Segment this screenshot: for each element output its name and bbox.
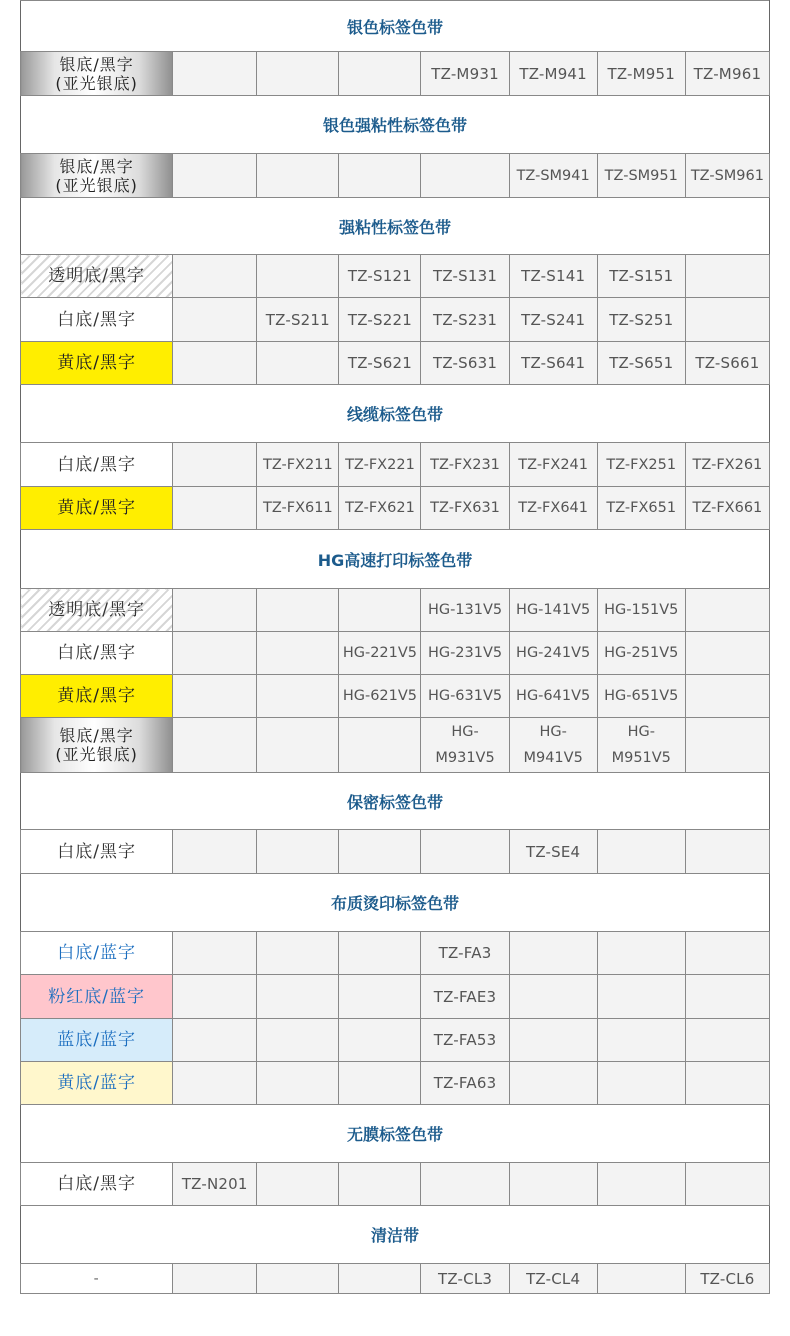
model-code-cell: TZ-N201 xyxy=(173,1163,257,1206)
model-code-cell: HG-651V5 xyxy=(597,675,685,718)
tape-type-label: 白底/黑字 xyxy=(21,298,173,342)
empty-cell xyxy=(173,1264,257,1294)
model-code-cell: TZ-M951 xyxy=(597,52,685,96)
model-code-cell: TZ-CL4 xyxy=(509,1264,597,1294)
tape-type-label: 白底/蓝字 xyxy=(21,932,173,975)
empty-cell xyxy=(339,154,421,198)
model-code-cell: TZ-FX621 xyxy=(339,487,421,530)
model-code-cell: TZ-FX261 xyxy=(685,443,769,487)
section-title: 清洁带 xyxy=(21,1206,770,1264)
empty-cell xyxy=(685,718,769,773)
tape-type-label: 白底/黑字 xyxy=(21,443,173,487)
empty-cell xyxy=(173,589,257,632)
empty-cell xyxy=(257,975,339,1019)
section-header xyxy=(21,96,770,154)
empty-cell xyxy=(597,932,685,975)
section-header xyxy=(21,1,770,52)
section-header xyxy=(21,874,770,932)
empty-cell xyxy=(173,342,257,385)
table-row xyxy=(21,154,770,198)
model-code-cell: TZ-FX211 xyxy=(257,443,339,487)
empty-cell xyxy=(257,718,339,773)
empty-cell xyxy=(173,975,257,1019)
section-title: 布质烫印标签色带 xyxy=(21,874,770,932)
model-code-cell: TZ-S221 xyxy=(339,298,421,342)
empty-cell xyxy=(173,52,257,96)
tape-type-label: 蓝底/蓝字 xyxy=(21,1019,173,1062)
model-code-cell: HG-151V5 xyxy=(597,589,685,632)
empty-cell xyxy=(257,1062,339,1105)
empty-cell xyxy=(173,718,257,773)
empty-cell xyxy=(339,718,421,773)
empty-cell xyxy=(339,52,421,96)
empty-cell xyxy=(685,1062,769,1105)
empty-cell xyxy=(173,154,257,198)
tape-type-label: 黄底/黑字 xyxy=(21,487,173,530)
empty-cell xyxy=(597,1163,685,1206)
empty-cell xyxy=(685,830,769,874)
model-code-cell: TZ-S121 xyxy=(339,255,421,298)
model-code-cell: HG-231V5 xyxy=(421,632,509,675)
empty-cell xyxy=(339,1264,421,1294)
empty-cell xyxy=(339,1062,421,1105)
tape-type-label: 银底/黑字 (亚光银底) xyxy=(21,52,173,96)
model-code-cell: TZ-FX231 xyxy=(421,443,509,487)
model-code-cell: TZ-FX251 xyxy=(597,443,685,487)
table-body xyxy=(21,1,770,1294)
empty-cell xyxy=(421,830,509,874)
empty-cell xyxy=(339,1019,421,1062)
table-row xyxy=(21,1264,770,1294)
model-code-cell: TZ-S651 xyxy=(597,342,685,385)
empty-cell xyxy=(509,1019,597,1062)
empty-cell xyxy=(685,589,769,632)
model-code-cell: HG-141V5 xyxy=(509,589,597,632)
model-code-cell: TZ-S151 xyxy=(597,255,685,298)
tape-type-label: 白底/黑字 xyxy=(21,632,173,675)
model-code-cell: TZ-S661 xyxy=(685,342,769,385)
tape-type-label: - xyxy=(21,1264,173,1294)
table-row xyxy=(21,975,770,1019)
empty-cell xyxy=(421,1163,509,1206)
empty-cell xyxy=(685,675,769,718)
empty-cell xyxy=(257,675,339,718)
table-row xyxy=(21,589,770,632)
section-title: 无膜标签色带 xyxy=(21,1105,770,1163)
model-code-cell: HG- M941V5 xyxy=(509,718,597,773)
model-code-cell: TZ-S631 xyxy=(421,342,509,385)
empty-cell xyxy=(173,255,257,298)
section-header xyxy=(21,198,770,255)
section-title: 保密标签色带 xyxy=(21,773,770,830)
table-row xyxy=(21,1163,770,1206)
model-code-cell: TZ-S141 xyxy=(509,255,597,298)
model-code-cell: HG-621V5 xyxy=(339,675,421,718)
section-title: 线缆标签色带 xyxy=(21,385,770,443)
section-title: HG高速打印标签色带 xyxy=(21,530,770,589)
empty-cell xyxy=(597,1264,685,1294)
section-header xyxy=(21,1206,770,1264)
section-header xyxy=(21,385,770,443)
empty-cell xyxy=(173,932,257,975)
table-row xyxy=(21,342,770,385)
model-code-cell: TZ-SM951 xyxy=(597,154,685,198)
model-code-cell: TZ-FX241 xyxy=(509,443,597,487)
empty-cell xyxy=(173,487,257,530)
model-code-cell: TZ-CL6 xyxy=(685,1264,769,1294)
empty-cell xyxy=(257,1019,339,1062)
table-row xyxy=(21,675,770,718)
empty-cell xyxy=(421,154,509,198)
empty-cell xyxy=(173,830,257,874)
model-code-cell: TZ-S231 xyxy=(421,298,509,342)
table-row xyxy=(21,1062,770,1105)
empty-cell xyxy=(173,632,257,675)
model-code-cell: TZ-S211 xyxy=(257,298,339,342)
empty-cell xyxy=(257,1264,339,1294)
empty-cell xyxy=(257,830,339,874)
empty-cell xyxy=(509,975,597,1019)
empty-cell xyxy=(257,1163,339,1206)
empty-cell xyxy=(173,1019,257,1062)
model-code-cell: TZ-FA53 xyxy=(421,1019,509,1062)
model-code-cell: HG-631V5 xyxy=(421,675,509,718)
tape-type-label: 透明底/黑字 xyxy=(21,589,173,632)
model-code-cell: TZ-FX221 xyxy=(339,443,421,487)
tape-type-label: 黄底/黑字 xyxy=(21,342,173,385)
table-row xyxy=(21,1019,770,1062)
model-code-cell: TZ-FX631 xyxy=(421,487,509,530)
model-code-cell: TZ-FX641 xyxy=(509,487,597,530)
model-code-cell: TZ-FAE3 xyxy=(421,975,509,1019)
model-code-cell: HG-221V5 xyxy=(339,632,421,675)
model-code-cell: TZ-SM961 xyxy=(685,154,769,198)
model-code-cell: TZ-FA3 xyxy=(421,932,509,975)
empty-cell xyxy=(685,1019,769,1062)
empty-cell xyxy=(339,1163,421,1206)
model-code-cell: TZ-FA63 xyxy=(421,1062,509,1105)
tape-type-label: 黄底/黑字 xyxy=(21,675,173,718)
tape-type-label: 透明底/黑字 xyxy=(21,255,173,298)
empty-cell xyxy=(173,443,257,487)
table-row xyxy=(21,932,770,975)
tape-type-label: 粉红底/蓝字 xyxy=(21,975,173,1019)
empty-cell xyxy=(685,298,769,342)
empty-cell xyxy=(685,632,769,675)
tape-type-label: 白底/黑字 xyxy=(21,1163,173,1206)
model-code-cell: HG-251V5 xyxy=(597,632,685,675)
empty-cell xyxy=(339,932,421,975)
section-title: 银色标签色带 xyxy=(21,1,770,52)
table-row xyxy=(21,632,770,675)
model-code-cell: TZ-CL3 xyxy=(421,1264,509,1294)
empty-cell xyxy=(339,589,421,632)
empty-cell xyxy=(257,342,339,385)
model-code-cell: HG-131V5 xyxy=(421,589,509,632)
model-code-cell: TZ-S621 xyxy=(339,342,421,385)
empty-cell xyxy=(257,52,339,96)
model-code-cell: TZ-S241 xyxy=(509,298,597,342)
model-code-cell: TZ-FX661 xyxy=(685,487,769,530)
model-code-cell: HG-241V5 xyxy=(509,632,597,675)
empty-cell xyxy=(339,975,421,1019)
tape-type-label: 白底/黑字 xyxy=(21,830,173,874)
empty-cell xyxy=(257,632,339,675)
empty-cell xyxy=(257,154,339,198)
table-row xyxy=(21,487,770,530)
empty-cell xyxy=(597,1062,685,1105)
empty-cell xyxy=(257,255,339,298)
table-row xyxy=(21,443,770,487)
model-code-cell: TZ-S641 xyxy=(509,342,597,385)
table-row xyxy=(21,718,770,773)
model-code-cell: TZ-M931 xyxy=(421,52,509,96)
empty-cell xyxy=(597,1019,685,1062)
empty-cell xyxy=(597,975,685,1019)
model-code-cell: TZ-M941 xyxy=(509,52,597,96)
table-row xyxy=(21,255,770,298)
empty-cell xyxy=(173,298,257,342)
section-header xyxy=(21,1105,770,1163)
model-code-cell: HG- M951V5 xyxy=(597,718,685,773)
empty-cell xyxy=(509,1163,597,1206)
tape-type-label: 银底/黑字 (亚光银底) xyxy=(21,154,173,198)
empty-cell xyxy=(509,1062,597,1105)
tape-type-label: 银底/黑字 (亚光银底) xyxy=(21,718,173,773)
empty-cell xyxy=(257,589,339,632)
table-row xyxy=(21,298,770,342)
model-code-cell: HG-641V5 xyxy=(509,675,597,718)
table-row xyxy=(21,830,770,874)
model-code-cell: HG- M931V5 xyxy=(421,718,509,773)
model-code-cell: TZ-FX651 xyxy=(597,487,685,530)
empty-cell xyxy=(685,932,769,975)
section-header xyxy=(21,530,770,589)
empty-cell xyxy=(685,975,769,1019)
empty-cell xyxy=(509,932,597,975)
empty-cell xyxy=(257,932,339,975)
empty-cell xyxy=(685,1163,769,1206)
model-code-cell: TZ-SE4 xyxy=(509,830,597,874)
table-row xyxy=(21,52,770,96)
tape-type-label: 黄底/蓝字 xyxy=(21,1062,173,1105)
section-title: 强粘性标签色带 xyxy=(21,198,770,255)
section-title: 银色强粘性标签色带 xyxy=(21,96,770,154)
empty-cell xyxy=(339,830,421,874)
tape-compatibility-table xyxy=(20,0,770,1294)
model-code-cell: TZ-S131 xyxy=(421,255,509,298)
empty-cell xyxy=(173,675,257,718)
section-header xyxy=(21,773,770,830)
empty-cell xyxy=(685,255,769,298)
model-code-cell: TZ-FX611 xyxy=(257,487,339,530)
empty-cell xyxy=(173,1062,257,1105)
model-code-cell: TZ-S251 xyxy=(597,298,685,342)
model-code-cell: TZ-SM941 xyxy=(509,154,597,198)
empty-cell xyxy=(597,830,685,874)
model-code-cell: TZ-M961 xyxy=(685,52,769,96)
